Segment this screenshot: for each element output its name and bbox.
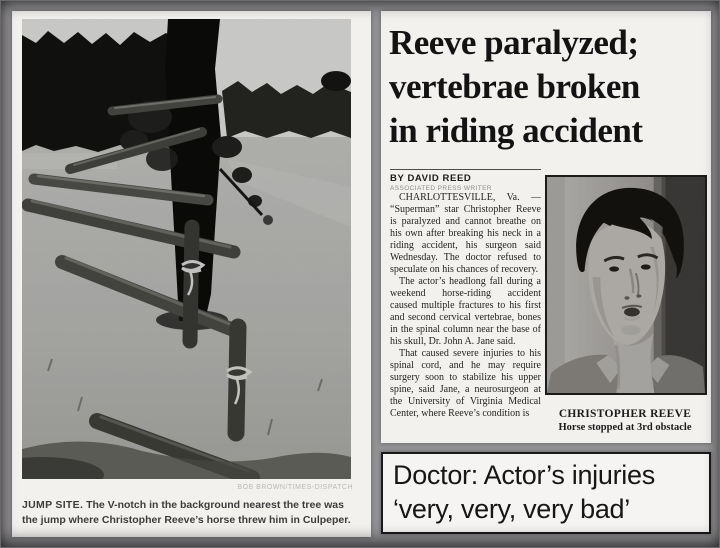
caption-lead: JUMP SITE.: [22, 499, 84, 511]
article-headline: [389, 21, 705, 153]
quote-line-2: ‘very, very, very bad’: [393, 494, 630, 524]
article-paragraph: The actor’s headlong fall during a weekend horse-riding accident caused multiple fractures to his first and second cervical vertebrae, bones in the spinal column near the base of his skull, Dr. John A. Jane said.: [390, 276, 541, 347]
caption-text: The V-notch in the background nearest the tree was the jump where Christopher Reeve’s horse threw him in Culpeper.: [22, 499, 351, 526]
article-clipping: [381, 11, 711, 443]
quote-line-1: Doctor: Actor’s injuries: [393, 460, 655, 490]
portrait-caption-name: CHRISTOPHER REEVE: [558, 408, 692, 420]
jump-site-caption: [22, 498, 360, 528]
article-paragraph: CHARLOTTESVILLE, Va. — “Superman” star Christopher Reeve is paralyzed and cannot breathe on his own after breaking his neck in a riding accident, his surgeon said Wednesday. The doctor refused to speculate on his chances of recovery.: [390, 192, 541, 275]
article-body: [390, 192, 541, 420]
jump-site-clipping: [12, 11, 371, 537]
headline-line-1: Reeve paralyzed;: [389, 23, 639, 62]
byline-title: ASSOCIATED PRESS WRITER: [390, 185, 492, 192]
headline-line-3: in riding accident: [389, 111, 643, 150]
byline: BY DAVID REED: [390, 173, 472, 184]
jump-site-photo: [22, 19, 351, 479]
byline-block: [390, 169, 541, 192]
headline-line-2: vertebrae broken: [389, 67, 640, 106]
portrait-caption-sub: Horse stopped at 3rd obstacle: [558, 422, 692, 433]
quote-clipping: [381, 452, 711, 534]
photo-credit: BOB BROWN/TIMES-DISPATCH: [237, 484, 353, 491]
portrait-caption: [541, 408, 709, 434]
reeve-portrait-photo: [545, 175, 707, 395]
article-paragraph: That caused severe injuries to his spinal cord, and he may require surgery soon to stabilize his upper spine, said Jane, a neurosurgeon at the University of Virginia Medical Center, where Reeve’s condition is: [390, 348, 541, 419]
